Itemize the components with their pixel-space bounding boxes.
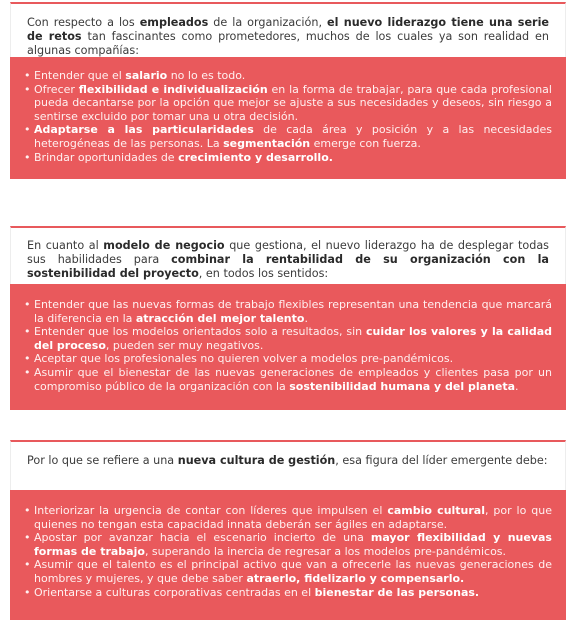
- section-intro: [10, 226, 566, 284]
- text-run: Apostar por avanzar hacia el escenario incierto de una: [34, 531, 371, 545]
- bold-text: nueva cultura de gestión: [177, 454, 336, 467]
- text-run: En cuanto al: [27, 239, 104, 252]
- bullet-list: [10, 57, 566, 179]
- text-run: no lo es todo.: [167, 69, 246, 82]
- bullet-item: [24, 298, 552, 325]
- section-intro: [10, 2, 566, 57]
- bullet-item: [24, 366, 552, 393]
- bold-text: salario: [125, 69, 168, 82]
- text-run: Asumir que el bienestar de las nuevas generaciones de empleados y clientes pasa por un compromiso público de la organización con la: [34, 365, 552, 393]
- bold-text: cambio cultural: [387, 504, 485, 517]
- text-run: Interiorizar la urgencia de contar con líderes que impulsen el: [34, 504, 388, 517]
- bullet-item: [24, 151, 552, 165]
- bold-text: flexibilidad e individualización: [78, 82, 268, 96]
- text-run: emerge con fuerza.: [310, 136, 421, 150]
- text-run: Aceptar que los profesionales no quieren volver a modelos pre-pandémicos.: [34, 352, 454, 366]
- bullet-item: [24, 123, 552, 150]
- section-intro: [10, 440, 566, 490]
- text-run: , superando la inercia de regresar a los modelos pre-pandémicos.: [144, 544, 507, 558]
- text-run: , en todos los sentidos:: [198, 267, 329, 280]
- text-run: Orientarse a culturas corporativas centradas en el: [34, 585, 315, 599]
- bold-text: atraerlo, fidelizarlo y compensarlo.: [246, 571, 465, 585]
- bullet-list: [10, 284, 566, 410]
- text-run: de la organización,: [208, 16, 327, 29]
- bold-text: bienestar de las personas.: [314, 585, 480, 599]
- bullet-item: [24, 352, 552, 366]
- bold-text: modelo de negocio: [103, 239, 225, 252]
- bullet-item: [24, 586, 552, 600]
- bullet-list: [10, 490, 566, 620]
- text-run: Asumir que el talento es el principal activo que van a ofrecerle las nuevas generaciones de hombres y mujeres, y que debe saber: [34, 558, 552, 585]
- text-run: .: [515, 379, 519, 393]
- text-run: , por lo que quienes no tengan esta capacidad innata deberán ser ágiles en adaptarse.: [34, 504, 552, 531]
- bullet-item: [24, 325, 552, 352]
- section-management-culture: [10, 440, 566, 620]
- text-run: , pueden ser muy negativos.: [105, 338, 264, 352]
- bold-text: combinar la rentabilidad de su organización con la sostenibilidad del proyecto: [27, 253, 549, 280]
- text-run: .: [304, 311, 308, 325]
- bold-text: crecimiento y desarrollo.: [178, 150, 333, 164]
- text-run: Ofrecer: [34, 82, 79, 96]
- bullet-item: [24, 69, 552, 83]
- text-run: Entender que las nuevas formas de trabajo flexibles representan una tendencia que marcará la diferencia en la: [34, 298, 552, 325]
- text-run: que gestiona, el nuevo liderazgo ha de desplegar todas sus habilidades para: [27, 239, 550, 266]
- bold-text: empleados: [139, 16, 209, 29]
- bold-text: Adaptarse a las particularidades: [34, 123, 254, 137]
- section-employees: [10, 2, 566, 179]
- bold-text: atracción del mejor talento: [135, 311, 305, 325]
- text-run: tan fascinantes como prometedores, muchos de los cuales ya son realidad en algunas compañías:: [27, 30, 549, 57]
- bold-text: cuidar los valores y la calidad del proceso: [34, 325, 552, 352]
- text-run: Entender que el: [34, 69, 126, 82]
- text-run: Por lo que se refiere a una: [27, 454, 178, 467]
- bullet-item: [24, 83, 552, 124]
- bold-text: sostenibilidad humana y del planeta: [289, 379, 516, 393]
- bold-text: mayor flexibilidad y nuevas formas de trabajo: [34, 531, 552, 558]
- text-run: Entender que los modelos orientados solo a resultados, sin: [34, 325, 366, 339]
- bullet-item: [24, 504, 552, 531]
- text-run: Con respecto a los: [27, 16, 140, 29]
- text-run: Brindar oportunidades de: [34, 150, 179, 164]
- text-run: de cada área y posición y a las necesidades heterogéneas de las personas. La: [34, 123, 553, 150]
- section-business-model: [10, 226, 566, 410]
- bullet-item: [24, 558, 552, 585]
- bullet-item: [24, 531, 552, 558]
- text-run: , esa figura del líder emergente debe:: [335, 454, 548, 467]
- text-run: en la forma de trabajar, para que cada profesional pueda decantarse por la opción que mejor se ajuste a sus necesidades y deseos, sin riesgo a sentirse excluido por tomar una u otra decisión.: [34, 82, 552, 123]
- bold-text: segmentación: [223, 136, 311, 150]
- bold-text: el nuevo liderazgo tiene una serie de retos: [27, 16, 549, 43]
